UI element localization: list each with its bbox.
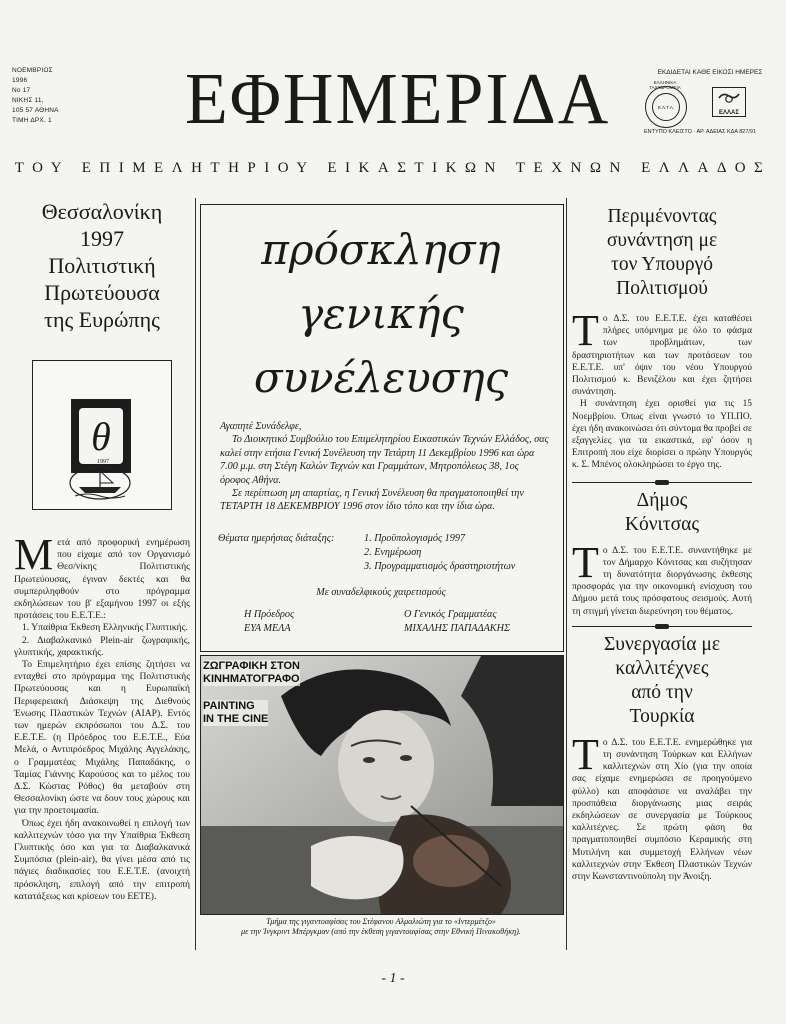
poster-line: ΚΙΝΗΜΑΤΟΓΡΑΦΟ xyxy=(203,673,300,685)
signer-title: Ο Γενικός Γραμματέας xyxy=(404,609,497,620)
paragraph: Όπως έχει ήδη ανακοινωθεί η επιλογή των καλλιτεχνών τόσο για την Υπαίθρια Έκθεση Γλυπτικής όσο και για τα Διαβαλκανικά Συμπόσια (plein-air), θα γίνει μέσα από τις πάγιες διαδικασίες του Ε.Ε.Τ.Ε. (ανοιχτή πρόσκληση, επιλογή από την επιτροπή κατατάξεως και κρίσεων του ΕΕΤΕ). xyxy=(14,817,190,902)
poster-line: ΖΩΓΡΑΦΙΚΗ ΣΤΟΝ xyxy=(203,660,300,672)
address-street: ΝΙΚΗΣ 11, xyxy=(12,97,44,104)
post-horn-icon xyxy=(717,90,741,106)
title-line: συνέλευσης xyxy=(253,353,509,402)
signature-left xyxy=(244,608,294,636)
closing: Με συναδελφικούς χαιρετισμούς xyxy=(316,587,446,598)
agenda-item: 2. Ενημέρωση xyxy=(364,547,422,558)
headline-line: Κόνιτσας xyxy=(624,513,700,535)
logo-year: 1997 xyxy=(97,459,109,465)
paragraph: 1. Υπαίθρια Έκθεση Ελληνικής Γλυπτικής. xyxy=(22,622,188,634)
signer-name: ΜΙΧΑΛΗΣ ΠΑΠΑΔΑΚΗΣ xyxy=(404,623,511,634)
paragraph: 2. Διαβαλκανικό Plein-air ζωγραφικής, γλυπτικής, χαρακτικής. xyxy=(14,634,190,658)
dropcap: Τ xyxy=(572,537,599,587)
issue-number: Νο 17 xyxy=(12,87,31,94)
ship-icon xyxy=(67,461,133,501)
signer-title: Η Πρόεδρος xyxy=(244,609,295,620)
poster-line: PAINTING xyxy=(203,700,255,712)
title-line: γενικής xyxy=(298,289,464,338)
article-body xyxy=(572,729,752,883)
postal-permit: ΕΝΤΥΠΟ ΚΛΕΙΣΤΟ · ΑΡ. ΑΔΕΙΑΣ ΚΔΑ 827/91 xyxy=(643,129,757,135)
greeting: Αγαπητέ Συνάδελφε, xyxy=(220,421,302,432)
headline-line: τον Υπουργό xyxy=(611,254,713,275)
poster-photo xyxy=(200,655,564,915)
article-body xyxy=(572,537,752,618)
paragraph: Το Διοικητικό Συμβούλιο του Επιμελητηρίου Εικαστικών Τεχνών Ελλάδος, σας καλεί στην ετήσια Γενική Συνέλευση την Τετάρτη 11 Δεκεμβρίου 1996 και ώρα 7.00 μ.μ. στη Στέγη Καλών Τεχνών και Γραμμάτων, Μητροπόλεως 38, 1ος όροφος Αθήνα. xyxy=(220,434,549,486)
section-divider xyxy=(572,482,752,483)
headline-line: της Ευρώπης xyxy=(44,307,160,332)
poster-title-en xyxy=(203,700,268,726)
masthead-subtitle: ΤΟΥ ΕΠΙΜΕΛΗΤΗΡΙΟΥ ΕΙΚΑΣΤΙΚΩΝ ΤΕΧΝΩΝ ΕΛΛΑΔΟΣ xyxy=(14,160,772,176)
headline-line: συνάντηση με xyxy=(606,230,718,251)
dropcap: Μ xyxy=(14,530,54,579)
post-country-label: ΕΛΛΑΣ xyxy=(719,110,739,116)
title-line: πρόσκληση xyxy=(261,225,501,274)
headline-line: Συνεργασία με xyxy=(603,633,721,655)
publication-frequency: ΕΚΔΙΔΕΤΑΙ ΚΑΘΕ ΕΙΚΟΣΙ ΗΜΕΡΕΣ xyxy=(657,69,763,76)
headline-line: Πολιτισμού xyxy=(616,278,708,299)
stamp-ring-text: ΕΛΛΗΝΙΚΑ ΤΑΧΥΔΡΟΜΕΙΑ xyxy=(649,80,681,90)
paragraph: Σε περίπτωση μη απαρτίας, η Γενική Συνέλευση θα πραγματοποιηθεί την ΤΕΤΑΡΤΗ 18 ΔΕΚΕΜΒΡΙΟΥ 1996 στον ίδιο τόπο και την ίδια ώρα. xyxy=(220,488,524,513)
paragraph: ο Δ.Σ. του Ε.Ε.Τ.Ε. ενημερώθηκε για τη συνάντηση Τούρκων και Ελλήνων καλλιτεχνών στη Χίο (για την οποία σας είχαμε ενημερώσει σε προηγούμενο φύλλο) και αποφάσισε να αναλάβει την προσπάθεια διοργάνωσης μιας σειράς εκδηλώσεων σε συνεργασία με Τούρκους καλλιτέχνες. Σε πρώτη φάση θα πραγματοποιηθεί συμπόσιο Κεραμικής στη Μυτιλήνη και συμμετοχή Ελλήνων νέων καλλιτεχνών στην Έκθεση Πλαστικών Τεχνών στην Κωνσταντινούπολη την Άνοιξη. xyxy=(572,737,752,883)
paragraph: ο Δ.Σ. του Ε.Ε.Τ.Ε. συναντήθηκε με τον Δήμαρχο Κόνιτσας και συζήτησαν τη δυνατότητα διοργάνωσης έκθεσης προσφοράς για την οικονομική ενίσχυση του Δήμου μετά τους πρόσφατους σεισμούς. Αυτή τη στιγμή γίνεται διερεύνηση του θέματος. xyxy=(572,545,752,617)
dropcap: Τ xyxy=(572,306,599,355)
column-divider-left xyxy=(195,198,196,950)
caption-line: με την Ίνγκριντ Μπέργκμαν (από την έκθεση γιγαντοαφίσας στην Εθνική Πινακοθήκη). xyxy=(241,927,521,936)
post-horn-logo xyxy=(712,87,746,117)
issue-month: ΝΟΕΜΒΡΙΟΣ xyxy=(12,67,53,74)
photo-caption xyxy=(200,917,562,937)
headline-line: Τουρκία xyxy=(629,705,695,727)
page-number: - 1 - xyxy=(381,971,405,986)
issue-meta xyxy=(12,66,59,126)
caption-line: Τμήμα της γιγαντοαφίσας του Στέφανου Αλμαλιώτη για το «Ιντερμέτζο» xyxy=(266,917,496,926)
agenda-item: 1. Προϋπολογισμός 1997 xyxy=(364,533,466,544)
headline-line: 1997 xyxy=(80,226,124,251)
headline-line: Πρωτεύουσα xyxy=(44,280,160,305)
issue-price: ΤΙΜΗ ΔΡΧ. 1 xyxy=(12,117,52,124)
paragraph: ο Δ.Σ. του Ε.Ε.Τ.Ε. έχει καταθέσει πλήρες υπόμνημα με όλο το φάσμα των προβλημάτων, των δραστηριοτήτων και των προτάσεων του Ε.Ε.Τ.Ε. υπ' όψιν του νέου Υπουργού Πολιτισμού κ. Βενιζέλου και έχει ζητήσει συνάντηση. xyxy=(572,314,752,398)
right-column xyxy=(572,205,752,883)
signature-right xyxy=(404,608,510,636)
postage-stamp-icon xyxy=(645,86,687,128)
headline-line: Δήμος xyxy=(636,489,688,511)
poster-title-gr xyxy=(203,660,300,686)
masthead-title: ΕΦΗΜΕΡΙΔΑ xyxy=(185,59,611,140)
left-article-body xyxy=(14,530,190,903)
article-body xyxy=(572,306,752,472)
headline-line: Θεσσαλονίκη xyxy=(41,199,163,224)
agenda-label: Θέματα ημερήσιας διάταξης: xyxy=(218,533,335,544)
column-divider-right xyxy=(566,198,567,950)
headline-line: Πολιτιστική xyxy=(48,253,156,278)
paragraph: ετά από προφορική ενημέρωση που είχαμε από τον Οργανισμό Θεσ/νίκης Πολιτιστικής Πρωτεύουσας, έγιναν δεκτές και θα συμπεριληφθούν στο πρόγραμμα εκδηλώσεων του β' εξαμήνου 1997 οι εξής προτάσεις του Ε.Ε.Τ.Ε.: xyxy=(14,537,190,622)
headline-line: καλλιτέχνες xyxy=(615,657,709,679)
invitation-title xyxy=(200,218,562,410)
section-divider xyxy=(572,626,752,627)
thessaloniki-1997-logo xyxy=(32,360,172,510)
left-article-headline xyxy=(14,198,190,333)
article-konitsa xyxy=(572,489,752,618)
article-minister xyxy=(572,205,752,472)
paragraph: Η συνάντηση έχει ορισθεί για τις 15 Νοεμβρίου. Όπως είναι γνωστό το ΥΠ.ΠΟ. έχει ήδη ανακοινώσει ότι σύντομα θα προβεί σε εξαγγελίες για τα εικαστικά, εφ' όσον η Επιτροπή που είχε διορίσει ο πρώην Υπουργός κ. Σ. Μπένος ολοκληρώσει το έργο της. xyxy=(572,399,752,471)
paragraph: Το Επιμελητήριο έχει επίσης ζητήσει να ενταχθεί στο πρόγραμμα της Πολιτιστικής Πρωτεύουσας και η Ευρωπαϊκή Περιφερειακή Διάσκεψη της Διεθνούς Ένωσης Πλαστικών Τεχνών (AIAP). Εντός των ημερών εκπρόσωποι του Δ.Σ. του Ε.Ε.Τ.Ε. (η Πρόεδρος του Ε.Ε.Τ.Ε., Εύα Μελά, ο Αντιπρόεδρος Μιχάλης Αγγελάκης, ο Γραμματέας Μιχάλης Παπαδάκης, ο Ταμίας Γιάννης Καρούσος και το μέλος του Δ.Σ. Κώστας Ρόθος) θα μεταβούν στη Θεσσαλονίκη ώστε να δουν τους χώρους και για την προετοιμασία. xyxy=(14,659,190,817)
article-turkey xyxy=(572,633,752,883)
signer-name: ΕΥΑ ΜΕΛΑ xyxy=(244,623,291,634)
headline-line: Περιμένοντας xyxy=(607,206,717,227)
poster-line: IN THE CINE xyxy=(203,713,269,725)
theta-letter: θ xyxy=(79,408,123,464)
address-city: 105 57 ΑΘΗΝΑ xyxy=(12,107,59,114)
woman-with-violin-image xyxy=(201,656,563,914)
headline-line: από την xyxy=(631,681,693,703)
agenda-item: 3. Προγραμματισμός δραστηριοτήτων xyxy=(364,561,516,572)
invitation-text xyxy=(220,420,550,514)
agenda xyxy=(218,532,558,574)
dropcap: Τ xyxy=(572,729,599,779)
issue-year: 1996 xyxy=(12,77,28,84)
stamp-inner-text: Ε.Λ.Τ.Α. xyxy=(652,93,680,121)
